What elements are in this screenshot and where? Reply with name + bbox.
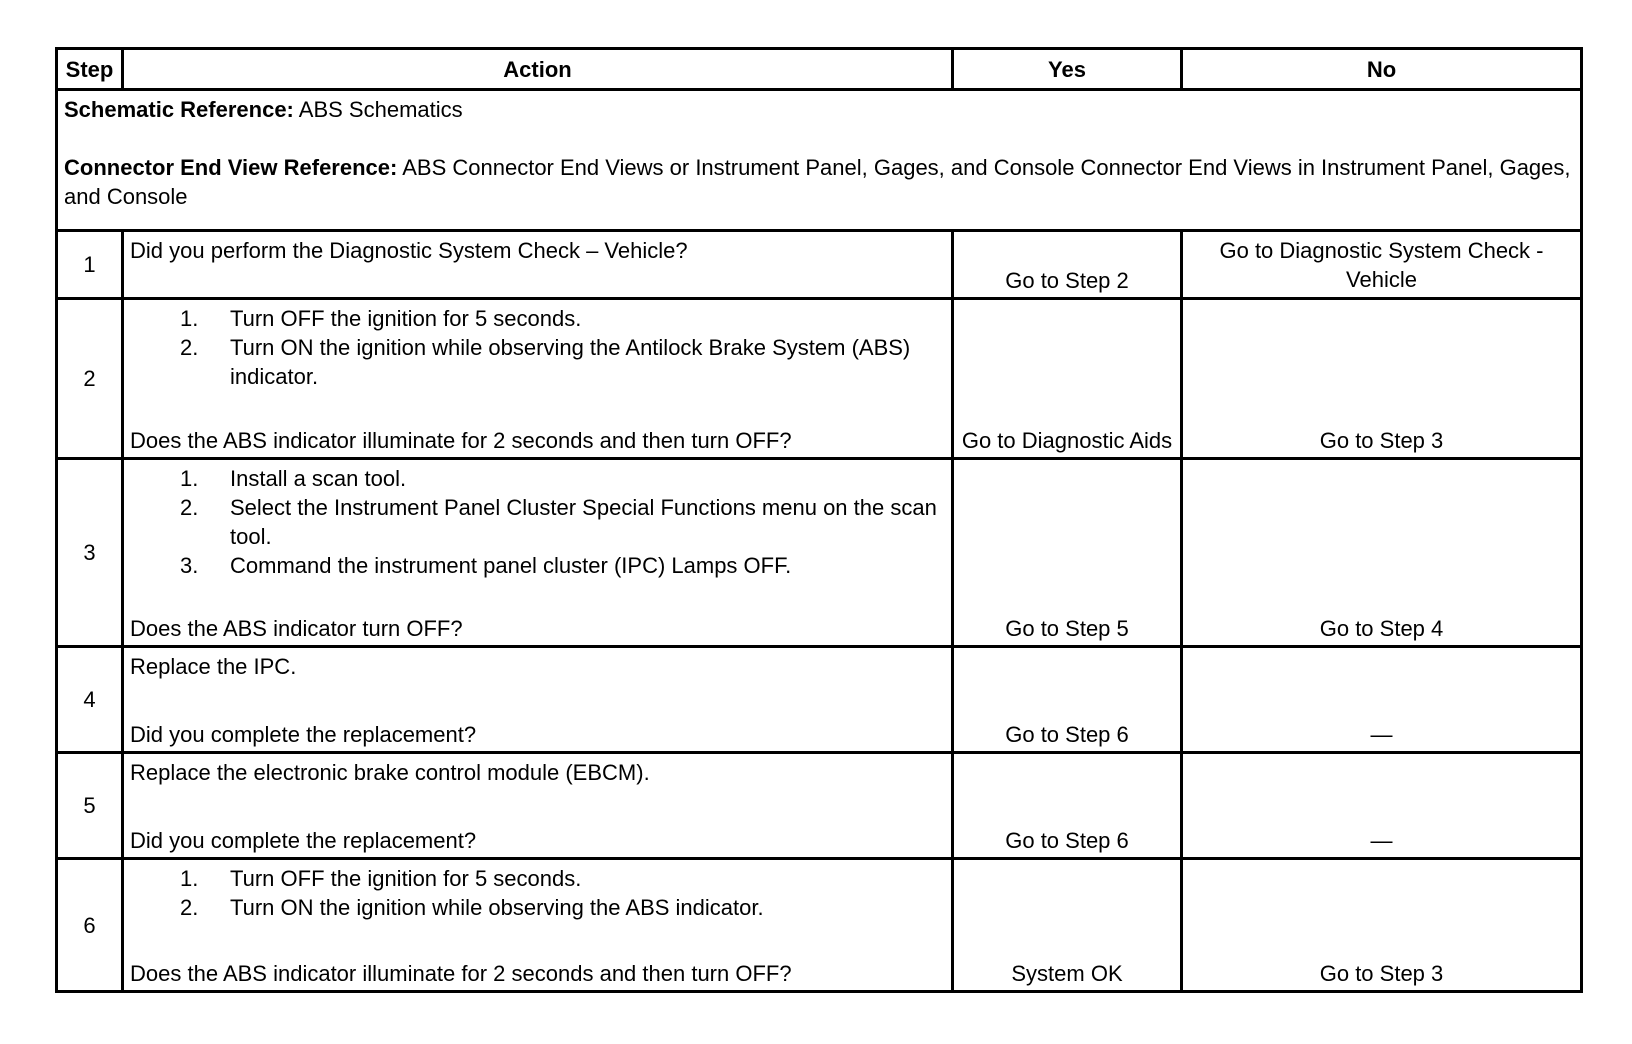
header-no: No: [1182, 49, 1582, 90]
action-cell: [123, 647, 953, 753]
connector-reference-value: ABS Connector End Views or Instrument Panel, Gages, and Console Connector End Views in Instrument Panel, Gages, and Console: [64, 155, 1571, 209]
reference-row: [57, 90, 1582, 231]
no-cell: Go to Step 3: [1182, 859, 1582, 992]
instruction-number: 3.: [180, 553, 199, 578]
table-row-step-4: [57, 647, 1582, 753]
header-step: Step: [57, 49, 123, 90]
question-text: Does the ABS indicator turn OFF?: [130, 616, 463, 641]
question-text: Did you complete the replacement?: [130, 828, 477, 853]
table-row-step-1: [57, 231, 1582, 299]
instruction-number: 1.: [180, 306, 199, 331]
instruction-text: Turn OFF the ignition for 5 seconds.: [230, 306, 582, 331]
step-number: 6: [57, 859, 123, 992]
no-cell: Go to Step 4: [1182, 459, 1582, 647]
table-row-step-6: [57, 859, 1582, 992]
yes-cell: Go to Step 2: [953, 231, 1182, 299]
step-number: 3: [57, 459, 123, 647]
instruction-item: [180, 551, 945, 580]
instruction-number: 1.: [180, 866, 199, 891]
header-row: [57, 49, 1582, 90]
instruction-text: Turn ON the ignition while observing the ABS indicator.: [230, 895, 764, 920]
step-number: 5: [57, 753, 123, 859]
instruction-number: 2.: [180, 335, 199, 360]
instruction-number: 2.: [180, 895, 199, 920]
step-number: 4: [57, 647, 123, 753]
instruction-list: [130, 304, 945, 391]
instruction-list: [130, 864, 945, 922]
yes-cell: Go to Step 6: [953, 647, 1182, 753]
instruction-item: [180, 893, 945, 922]
instruction-item: [180, 333, 945, 391]
question-text: Did you complete the replacement?: [130, 722, 477, 747]
instruction-item: [180, 493, 945, 551]
yes-cell: Go to Step 6: [953, 753, 1182, 859]
step-number: 2: [57, 299, 123, 459]
action-cell: [123, 231, 953, 299]
action-cell: [123, 299, 953, 459]
instruction-number: 1.: [180, 466, 199, 491]
connector-reference: [64, 153, 1574, 211]
yes-cell: Go to Step 5: [953, 459, 1182, 647]
step-number: 1: [57, 231, 123, 299]
instruction-item: [180, 864, 945, 893]
instruction-text: Replace the IPC.: [130, 654, 297, 679]
instruction-item: [180, 304, 945, 333]
reference-cell: [57, 90, 1582, 231]
instruction-text: Command the instrument panel cluster (IPC) Lamps OFF.: [230, 553, 792, 578]
connector-reference-label: Connector End View Reference:: [64, 155, 398, 180]
instruction-number: 2.: [180, 495, 199, 520]
yes-cell: Go to Diagnostic Aids: [953, 299, 1182, 459]
question-text: Does the ABS indicator illuminate for 2 seconds and then turn OFF?: [130, 961, 792, 986]
instruction-text: Turn ON the ignition while observing the Antilock Brake System (ABS) indicator.: [230, 335, 911, 389]
instruction-text: Select the Instrument Panel Cluster Special Functions menu on the scan tool.: [230, 495, 937, 549]
schematic-reference: [64, 95, 1574, 124]
diagnostic-table: [55, 47, 1583, 993]
table-row-step-2: [57, 299, 1582, 459]
header-action: Action: [123, 49, 953, 90]
schematic-reference-label: Schematic Reference:: [64, 97, 294, 122]
instruction-text: Install a scan tool.: [230, 466, 407, 491]
table-row-step-5: [57, 753, 1582, 859]
action-cell: [123, 753, 953, 859]
schematic-reference-value: ABS Schematics: [293, 97, 463, 122]
table-row-step-3: [57, 459, 1582, 647]
header-yes: Yes: [953, 49, 1182, 90]
no-cell: Go to Step 3: [1182, 299, 1582, 459]
instruction-item: [180, 464, 945, 493]
instruction-text: Replace the electronic brake control module (EBCM).: [130, 760, 650, 785]
question-text: Does the ABS indicator illuminate for 2 seconds and then turn OFF?: [130, 428, 792, 453]
action-cell: [123, 859, 953, 992]
no-cell: —: [1182, 753, 1582, 859]
question-text: Did you perform the Diagnostic System Check – Vehicle?: [130, 238, 688, 263]
no-cell: Go to Diagnostic System Check - Vehicle: [1182, 231, 1582, 299]
no-cell: —: [1182, 647, 1582, 753]
yes-cell: System OK: [953, 859, 1182, 992]
action-cell: [123, 459, 953, 647]
instruction-list: [130, 464, 945, 580]
instruction-text: Turn OFF the ignition for 5 seconds.: [230, 866, 582, 891]
